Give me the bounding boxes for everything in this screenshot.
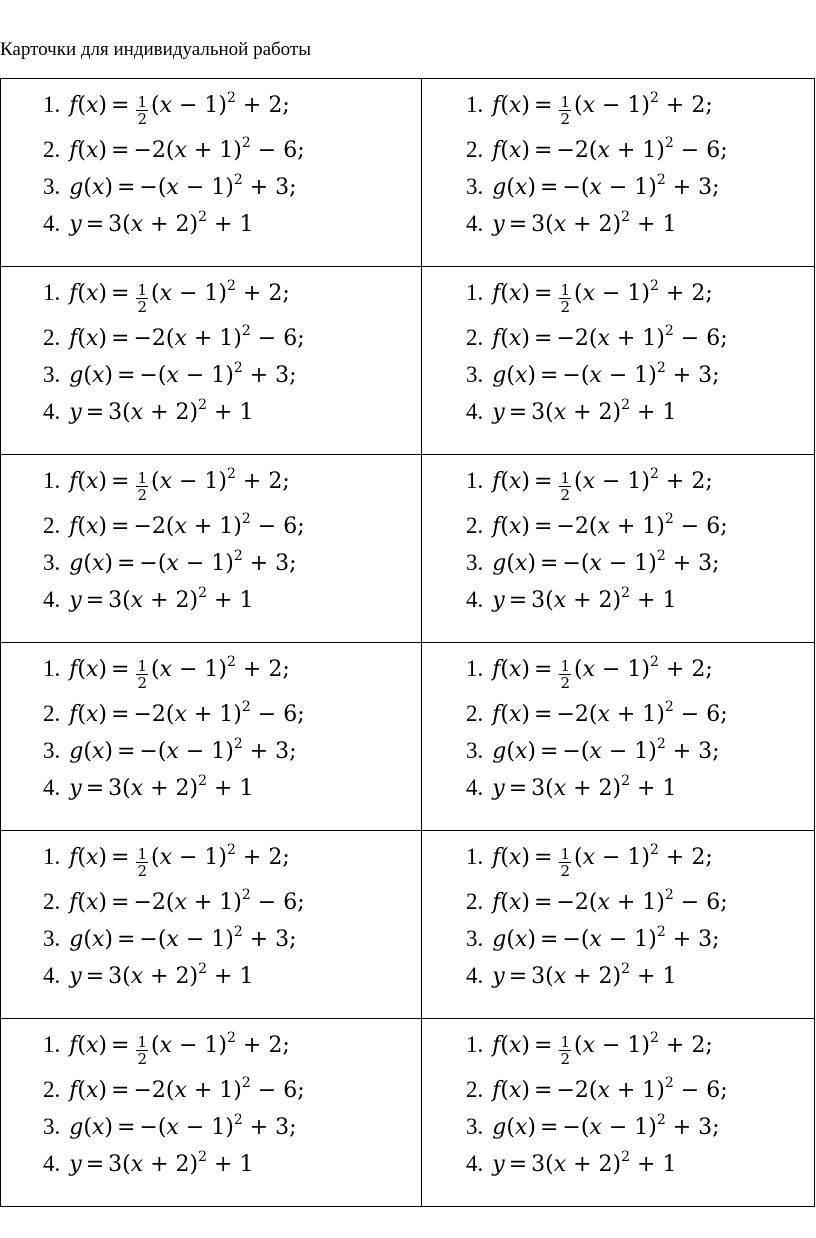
- task-number: 2.: [43, 513, 61, 538]
- function-expression: $3(x + 2)^2 + 1$: [531, 772, 677, 801]
- function-expression: $-(x - 1)^2 + 3$;: [139, 359, 297, 388]
- card-task: 1. f(x) = $\frac{1}{2}$ $(x - 1)^2 + 2$;: [43, 839, 305, 884]
- function-expression: $-(x - 1)^2 + 3$;: [139, 171, 297, 200]
- task-number: 3.: [43, 926, 61, 951]
- card-task-list: [43, 1027, 305, 1183]
- function-expression: $-(x - 1)^2 + 3$;: [562, 547, 720, 576]
- card-task: 3. g(x) = $-(x - 1)^2 + 3$;: [43, 733, 305, 770]
- card-task: 1. f(x) = $\frac{1}{2}$ $(x - 1)^2 + 2$;: [43, 1027, 305, 1072]
- function-name: g(x): [492, 927, 536, 952]
- card-task: 1. f(x) = $\frac{1}{2}$ $(x - 1)^2 + 2$;: [43, 651, 305, 696]
- task-number: 4.: [466, 775, 484, 800]
- function-name: y: [492, 588, 505, 613]
- function-expression: $(x - 1)^2 + 2$;: [151, 465, 290, 494]
- card-task-list: [466, 463, 728, 619]
- function-expression: $(x - 1)^2 + 2$;: [151, 89, 290, 118]
- card: [1, 1019, 422, 1207]
- card: [1, 831, 422, 1019]
- card-task: 3. g(x) = $-(x - 1)^2 + 3$;: [466, 1109, 728, 1146]
- card: [422, 1019, 815, 1207]
- cards-table: [0, 78, 815, 1207]
- card-task: 4. y = $3(x + 2)^2 + 1$: [466, 1146, 728, 1183]
- card-task-list: [43, 651, 305, 807]
- card: [422, 831, 815, 1019]
- function-expression: $3(x + 2)^2 + 1$: [108, 208, 254, 237]
- card-task: 4. y = $3(x + 2)^2 + 1$: [43, 770, 305, 807]
- task-number: 4.: [43, 963, 61, 988]
- card-task: 3. g(x) = $-(x - 1)^2 + 3$;: [43, 1109, 305, 1146]
- card-task: 3. g(x) = $-(x - 1)^2 + 3$;: [466, 545, 728, 582]
- card: [422, 455, 815, 643]
- card-task-list: [43, 275, 305, 431]
- task-number: 4.: [466, 1151, 484, 1176]
- task-number: 3.: [43, 174, 61, 199]
- fraction: $\frac{1}{2}$: [137, 657, 147, 692]
- fraction: $\frac{1}{2}$: [137, 845, 147, 880]
- function-expression: $(x - 1)^2 + 2$;: [574, 465, 713, 494]
- task-number: 4.: [43, 587, 61, 612]
- card-task-list: [43, 839, 305, 995]
- task-number: 2.: [43, 701, 61, 726]
- card-task: 2. f(x) = $-2(x + 1)^2 - 6$;: [466, 508, 728, 545]
- task-number: 1.: [43, 468, 61, 493]
- function-name: f(x): [492, 657, 531, 682]
- card-task: 3. g(x) = $-(x - 1)^2 + 3$;: [43, 921, 305, 958]
- function-name: f(x): [69, 138, 108, 163]
- function-expression: $-(x - 1)^2 + 3$;: [139, 735, 297, 764]
- card-task: 4. y = $3(x + 2)^2 + 1$: [466, 206, 728, 243]
- task-number: 3.: [466, 1114, 484, 1139]
- function-name: g(x): [492, 175, 536, 200]
- function-expression: $3(x + 2)^2 + 1$: [108, 1148, 254, 1177]
- document-title: Карточки для индивидуальной работы: [0, 39, 311, 60]
- function-expression: $(x - 1)^2 + 2$;: [151, 277, 290, 306]
- function-name: g(x): [492, 363, 536, 388]
- card-task-list: [466, 839, 728, 995]
- function-name: f(x): [492, 138, 531, 163]
- function-name: g(x): [69, 739, 113, 764]
- task-number: 2.: [466, 137, 484, 162]
- card-task: 2. f(x) = $-2(x + 1)^2 - 6$;: [466, 132, 728, 169]
- task-number: 2.: [43, 137, 61, 162]
- task-number: 4.: [466, 211, 484, 236]
- task-number: 1.: [466, 844, 484, 869]
- task-number: 3.: [43, 1114, 61, 1139]
- task-number: 2.: [466, 701, 484, 726]
- function-name: g(x): [69, 927, 113, 952]
- card-task: 2. f(x) = $-2(x + 1)^2 - 6$;: [43, 696, 305, 733]
- card-task: 4. y = $3(x + 2)^2 + 1$: [466, 958, 728, 995]
- function-expression: $-2(x + 1)^2 - 6$;: [133, 322, 305, 351]
- task-number: 3.: [466, 550, 484, 575]
- task-number: 3.: [466, 174, 484, 199]
- task-number: 3.: [43, 738, 61, 763]
- fraction: $\frac{1}{2}$: [137, 469, 147, 504]
- task-number: 3.: [466, 738, 484, 763]
- card-task-list: [43, 463, 305, 619]
- task-number: 4.: [43, 399, 61, 424]
- task-number: 1.: [466, 280, 484, 305]
- function-name: f(x): [492, 326, 531, 351]
- function-expression: $(x - 1)^2 + 2$;: [151, 653, 290, 682]
- task-number: 2.: [43, 325, 61, 350]
- function-expression: $3(x + 2)^2 + 1$: [108, 396, 254, 425]
- card-row: [1, 267, 815, 455]
- function-expression: $3(x + 2)^2 + 1$: [531, 584, 677, 613]
- function-name: f(x): [492, 845, 531, 870]
- card-task: 2. f(x) = $-2(x + 1)^2 - 6$;: [43, 884, 305, 921]
- card-task: 1. f(x) = $\frac{1}{2}$ $(x - 1)^2 + 2$;: [43, 87, 305, 132]
- function-expression: $-2(x + 1)^2 - 6$;: [556, 322, 728, 351]
- card-task: 2. f(x) = $-2(x + 1)^2 - 6$;: [43, 1072, 305, 1109]
- task-number: 4.: [466, 587, 484, 612]
- function-name: y: [492, 400, 505, 425]
- function-expression: $-2(x + 1)^2 - 6$;: [556, 1074, 728, 1103]
- function-expression: $-2(x + 1)^2 - 6$;: [133, 698, 305, 727]
- function-name: f(x): [492, 514, 531, 539]
- function-name: f(x): [69, 1078, 108, 1103]
- card: [422, 643, 815, 831]
- card-task: 1. f(x) = $\frac{1}{2}$ $(x - 1)^2 + 2$;: [466, 275, 728, 320]
- task-number: 1.: [43, 1032, 61, 1057]
- function-name: y: [69, 212, 82, 237]
- card: [422, 79, 815, 267]
- task-number: 2.: [466, 1077, 484, 1102]
- card-task: 2. f(x) = $-2(x + 1)^2 - 6$;: [466, 884, 728, 921]
- function-name: f(x): [492, 1033, 531, 1058]
- card-row: [1, 1019, 815, 1207]
- function-name: f(x): [492, 1078, 531, 1103]
- fraction: $\frac{1}{2}$: [560, 657, 570, 692]
- function-name: y: [492, 964, 505, 989]
- function-expression: $-(x - 1)^2 + 3$;: [139, 1111, 297, 1140]
- task-number: 4.: [43, 211, 61, 236]
- fraction: $\frac{1}{2}$: [560, 281, 570, 316]
- task-number: 4.: [43, 775, 61, 800]
- card-task: 1. f(x) = $\frac{1}{2}$ $(x - 1)^2 + 2$;: [43, 275, 305, 320]
- fraction: $\frac{1}{2}$: [137, 93, 147, 128]
- card-task: 3. g(x) = $-(x - 1)^2 + 3$;: [466, 733, 728, 770]
- function-expression: $(x - 1)^2 + 2$;: [574, 277, 713, 306]
- function-name: f(x): [492, 281, 531, 306]
- function-name: g(x): [69, 551, 113, 576]
- function-name: f(x): [69, 93, 108, 118]
- function-expression: $3(x + 2)^2 + 1$: [531, 396, 677, 425]
- card-task: 2. f(x) = $-2(x + 1)^2 - 6$;: [43, 508, 305, 545]
- task-number: 4.: [466, 963, 484, 988]
- task-number: 1.: [466, 656, 484, 681]
- function-name: g(x): [69, 1115, 113, 1140]
- fraction: $\frac{1}{2}$: [560, 93, 570, 128]
- function-expression: $-(x - 1)^2 + 3$;: [139, 923, 297, 952]
- function-expression: $-2(x + 1)^2 - 6$;: [133, 510, 305, 539]
- task-number: 2.: [466, 325, 484, 350]
- function-name: f(x): [69, 702, 108, 727]
- card-task-list: [466, 275, 728, 431]
- function-expression: $-2(x + 1)^2 - 6$;: [556, 698, 728, 727]
- function-expression: $3(x + 2)^2 + 1$: [531, 1148, 677, 1177]
- task-number: 2.: [43, 1077, 61, 1102]
- card-row: [1, 643, 815, 831]
- card-task: 3. g(x) = $-(x - 1)^2 + 3$;: [43, 169, 305, 206]
- function-name: f(x): [492, 469, 531, 494]
- function-name: f(x): [492, 890, 531, 915]
- card: [1, 267, 422, 455]
- card-task-list: [466, 1027, 728, 1183]
- card-task: 2. f(x) = $-2(x + 1)^2 - 6$;: [466, 320, 728, 357]
- function-expression: $(x - 1)^2 + 2$;: [574, 89, 713, 118]
- card-task: 3. g(x) = $-(x - 1)^2 + 3$;: [43, 357, 305, 394]
- function-expression: $-2(x + 1)^2 - 6$;: [133, 886, 305, 915]
- card-task: 4. y = $3(x + 2)^2 + 1$: [43, 958, 305, 995]
- function-expression: $-(x - 1)^2 + 3$;: [562, 735, 720, 764]
- task-number: 3.: [466, 926, 484, 951]
- card: [1, 643, 422, 831]
- card-task: 4. y = $3(x + 2)^2 + 1$: [43, 394, 305, 431]
- function-name: g(x): [492, 1115, 536, 1140]
- card-task: 1. f(x) = $\frac{1}{2}$ $(x - 1)^2 + 2$;: [466, 1027, 728, 1072]
- card-task: 4. y = $3(x + 2)^2 + 1$: [43, 582, 305, 619]
- function-expression: $-(x - 1)^2 + 3$;: [562, 923, 720, 952]
- function-expression: $-(x - 1)^2 + 3$;: [562, 171, 720, 200]
- card-task: 1. f(x) = $\frac{1}{2}$ $(x - 1)^2 + 2$;: [466, 839, 728, 884]
- function-name: g(x): [492, 739, 536, 764]
- function-name: f(x): [69, 845, 108, 870]
- task-number: 2.: [466, 513, 484, 538]
- function-name: f(x): [69, 469, 108, 494]
- card: [422, 267, 815, 455]
- function-name: f(x): [69, 326, 108, 351]
- task-number: 1.: [466, 1032, 484, 1057]
- task-number: 3.: [43, 362, 61, 387]
- function-name: y: [69, 776, 82, 801]
- function-expression: $-(x - 1)^2 + 3$;: [562, 359, 720, 388]
- card-task: 3. g(x) = $-(x - 1)^2 + 3$;: [466, 357, 728, 394]
- function-name: f(x): [492, 702, 531, 727]
- card-task: 3. g(x) = $-(x - 1)^2 + 3$;: [466, 169, 728, 206]
- card-task: 4. y = $3(x + 2)^2 + 1$: [43, 206, 305, 243]
- card-task: 1. f(x) = $\frac{1}{2}$ $(x - 1)^2 + 2$;: [466, 463, 728, 508]
- card-task: 1. f(x) = $\frac{1}{2}$ $(x - 1)^2 + 2$;: [466, 651, 728, 696]
- card-task: 2. f(x) = $-2(x + 1)^2 - 6$;: [466, 1072, 728, 1109]
- function-expression: $-(x - 1)^2 + 3$;: [139, 547, 297, 576]
- task-number: 1.: [466, 92, 484, 117]
- task-number: 1.: [43, 656, 61, 681]
- function-expression: $3(x + 2)^2 + 1$: [108, 960, 254, 989]
- card: [1, 79, 422, 267]
- card-task: 1. f(x) = $\frac{1}{2}$ $(x - 1)^2 + 2$;: [43, 463, 305, 508]
- task-number: 1.: [466, 468, 484, 493]
- function-expression: $(x - 1)^2 + 2$;: [574, 841, 713, 870]
- task-number: 4.: [466, 399, 484, 424]
- function-name: f(x): [69, 514, 108, 539]
- card-task: 3. g(x) = $-(x - 1)^2 + 3$;: [466, 921, 728, 958]
- function-expression: $3(x + 2)^2 + 1$: [531, 960, 677, 989]
- card: [1, 455, 422, 643]
- card-row: [1, 79, 815, 267]
- function-name: g(x): [69, 363, 113, 388]
- function-name: y: [69, 1152, 82, 1177]
- function-expression: $-2(x + 1)^2 - 6$;: [556, 134, 728, 163]
- function-name: f(x): [69, 1033, 108, 1058]
- card-row: [1, 455, 815, 643]
- card-task: 1. f(x) = $\frac{1}{2}$ $(x - 1)^2 + 2$;: [466, 87, 728, 132]
- card-task: 4. y = $3(x + 2)^2 + 1$: [466, 394, 728, 431]
- task-number: 3.: [43, 550, 61, 575]
- function-expression: $3(x + 2)^2 + 1$: [108, 584, 254, 613]
- fraction: $\frac{1}{2}$: [560, 845, 570, 880]
- function-expression: $-(x - 1)^2 + 3$;: [562, 1111, 720, 1140]
- fraction: $\frac{1}{2}$: [137, 1033, 147, 1068]
- function-name: g(x): [69, 175, 113, 200]
- task-number: 1.: [43, 844, 61, 869]
- function-expression: $(x - 1)^2 + 2$;: [151, 1029, 290, 1058]
- function-expression: $-2(x + 1)^2 - 6$;: [556, 510, 728, 539]
- card-task: 4. y = $3(x + 2)^2 + 1$: [466, 582, 728, 619]
- function-name: f(x): [69, 657, 108, 682]
- card-row: [1, 831, 815, 1019]
- function-expression: $(x - 1)^2 + 2$;: [574, 1029, 713, 1058]
- task-number: 2.: [43, 889, 61, 914]
- function-expression: $3(x + 2)^2 + 1$: [531, 208, 677, 237]
- card-task: 3. g(x) = $-(x - 1)^2 + 3$;: [43, 545, 305, 582]
- function-name: y: [492, 212, 505, 237]
- function-name: f(x): [69, 281, 108, 306]
- function-name: g(x): [492, 551, 536, 576]
- function-name: y: [492, 776, 505, 801]
- task-number: 1.: [43, 280, 61, 305]
- task-number: 1.: [43, 92, 61, 117]
- function-expression: $-2(x + 1)^2 - 6$;: [133, 134, 305, 163]
- function-expression: $(x - 1)^2 + 2$;: [151, 841, 290, 870]
- function-name: y: [69, 964, 82, 989]
- task-number: 2.: [466, 889, 484, 914]
- function-expression: $(x - 1)^2 + 2$;: [574, 653, 713, 682]
- card-task: 4. y = $3(x + 2)^2 + 1$: [466, 770, 728, 807]
- task-number: 3.: [466, 362, 484, 387]
- function-name: f(x): [492, 93, 531, 118]
- card-task-list: [43, 87, 305, 243]
- fraction: $\frac{1}{2}$: [137, 281, 147, 316]
- card-task-list: [466, 651, 728, 807]
- card-task: 4. y = $3(x + 2)^2 + 1$: [43, 1146, 305, 1183]
- function-expression: $3(x + 2)^2 + 1$: [108, 772, 254, 801]
- card-task: 2. f(x) = $-2(x + 1)^2 - 6$;: [466, 696, 728, 733]
- function-name: y: [69, 400, 82, 425]
- card-task: 2. f(x) = $-2(x + 1)^2 - 6$;: [43, 320, 305, 357]
- function-name: f(x): [69, 890, 108, 915]
- function-name: y: [69, 588, 82, 613]
- function-expression: $-2(x + 1)^2 - 6$;: [556, 886, 728, 915]
- function-name: y: [492, 1152, 505, 1177]
- function-expression: $-2(x + 1)^2 - 6$;: [133, 1074, 305, 1103]
- fraction: $\frac{1}{2}$: [560, 469, 570, 504]
- card-task: 2. f(x) = $-2(x + 1)^2 - 6$;: [43, 132, 305, 169]
- task-number: 4.: [43, 1151, 61, 1176]
- fraction: $\frac{1}{2}$: [560, 1033, 570, 1068]
- card-task-list: [466, 87, 728, 243]
